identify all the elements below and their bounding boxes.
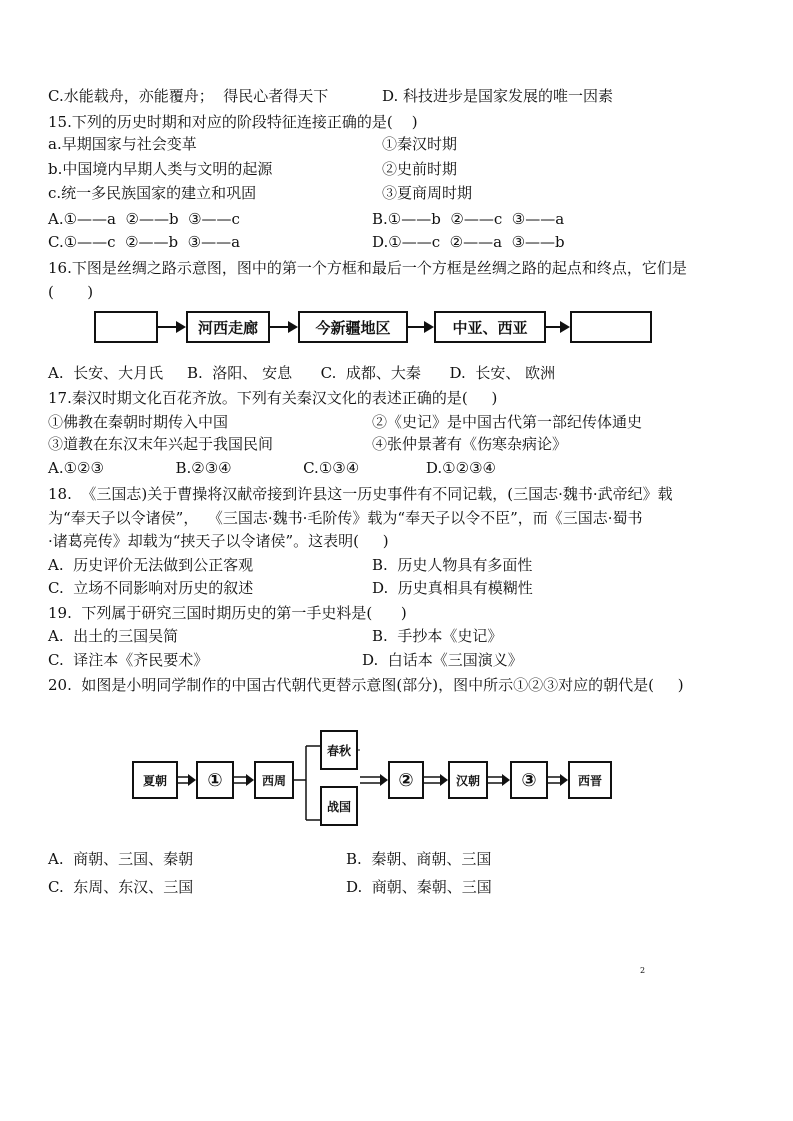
q19-option-c: C. 译注本《齐民要术》 [48,651,209,669]
q17-statement-2: ②《史记》是中国古代第一部纪传体通史 [372,413,643,431]
q15-item-3: ③夏商周时期 [382,184,473,202]
q15-item-b: b.中国境内早期人类与文明的起源 [48,160,273,178]
silk-road-box-hexi: 河西走廊 [186,311,270,343]
bracket-branch [294,740,320,826]
q20-option-c: C. 东周、东汉、三国 [48,878,194,896]
q17-statement-4: ④张仲景著有《伤寒杂病论》 [372,435,568,453]
q18-stem-line-2: 为“奉天子以令诸侯”， 《三国志·魏书·毛阶传》载为“奉天子以令不臣”，而《三国志·蜀书 [48,509,643,527]
q15-option-a: A.①——a ②——b ③——c [48,210,240,228]
q19-stem: 19. 下列属于研究三国时期历史的第一手史料是( ) [48,604,407,622]
q19-option-a: A. 出土的三国吴简 [48,627,179,645]
q17-options: A.①②③ B.②③④ C.①③④ D.①②③④ [48,459,496,477]
q16-paren: ( ) [48,283,94,301]
arrow-icon [158,320,186,334]
q15-item-1: ①秦汉时期 [382,135,458,153]
q18-option-a: A. 历史评价无法做到公正客观 [48,556,254,574]
q17-stem: 17.秦汉时期文化百花齐放。下列有关秦汉文化的表述正确的是( ) [48,389,498,407]
silk-road-start-box [94,311,158,343]
q18-option-c: C. 立场不同影响对历史的叙述 [48,579,254,597]
silk-road-box-xinjiang: 今新疆地区 [298,311,408,343]
arrow-icon [408,320,434,334]
q15-item-2: ②史前时期 [382,160,458,178]
dynasty-box-xia: 夏朝 [132,761,178,799]
q15-option-c: C.①——c ②——b ③——a [48,233,241,251]
q17-statement-3: ③道教在东汉末年兴起于我国民间 [48,435,274,453]
silk-road-box-central-asia: 中亚、西亚 [434,311,546,343]
dynasty-box-1: ① [196,761,234,799]
q20-option-b: B. 秦朝、商朝、三国 [346,850,492,868]
q19-option-d: D. 白话本《三国演义》 [362,651,523,669]
dynasty-box-xijin: 西晋 [568,761,612,799]
q15-option-d: D.①——c ②——a ③——b [372,233,565,251]
q15-item-c: c.统一多民族国家的建立和巩固 [48,184,257,202]
q18-stem-line-1: 18. 《三国志)关于曹操将汉献帝接到许县这一历史事件有不同记载，(三国志·魏书·武帝纪》载 [48,485,673,503]
double-arrow-icon [360,773,388,787]
q20-option-a: A. 商朝、三国、秦朝 [48,850,194,868]
q14-option-c: C.水能载舟，亦能覆舟； 得民心者得天下 [48,87,329,105]
q18-stem-line-3: ·诸葛亮传》却载为“挟天子以令诸侯”。这表明( ) [48,532,389,550]
q18-option-b: B. 历史人物具有多面性 [372,556,533,574]
q19-option-b: B. 手抄本《史记》 [372,627,503,645]
arrow-icon [546,320,570,334]
q16-stem: 16.下图是丝绸之路示意图，图中的第一个方框和最后一个方框是丝绸之路的起点和终点，它们是 [48,259,687,277]
q17-statement-1: ①佛教在秦朝时期传入中国 [48,413,229,431]
dynasty-box-3: ③ [510,761,548,799]
q16-options: A. 长安、大月氏 B. 洛阳、 安息 C. 成都、大秦 D. 长安、 欧洲 [48,364,556,382]
q18-option-d: D. 历史真相具有模糊性 [372,579,533,597]
double-arrow-icon [234,773,254,787]
dynasty-box-2: ② [388,761,424,799]
q20-option-d: D. 商朝、秦朝、三国 [346,878,492,896]
double-arrow-icon [488,773,510,787]
q20-stem: 20. 如图是小明同学制作的中国古代朝代更替示意图(部分)，图中所示①②③对应的朝代是( ) [48,676,684,694]
dynasty-box-hanchao: 汉朝 [448,761,488,799]
page-number: 2 [640,966,646,975]
double-arrow-icon [548,773,568,787]
dynasty-box-xizhou: 西周 [254,761,294,799]
q15-item-a: a.早期国家与社会变革 [48,135,197,153]
double-arrow-icon [178,773,196,787]
arrow-icon [270,320,298,334]
q14-option-d: D. 科技进步是国家发展的唯一因素 [382,87,614,105]
double-arrow-icon [424,773,448,787]
q15-option-b: B.①——b ②——c ③——a [372,210,565,228]
dynasty-box-zhanguo: 战国 [320,786,358,826]
q15-stem: 15.下列的历史时期和对应的阶段特征连接正确的是( ) [48,113,418,131]
dynasty-box-chunqiu: 春秋 [320,730,358,770]
silk-road-end-box [570,311,652,343]
